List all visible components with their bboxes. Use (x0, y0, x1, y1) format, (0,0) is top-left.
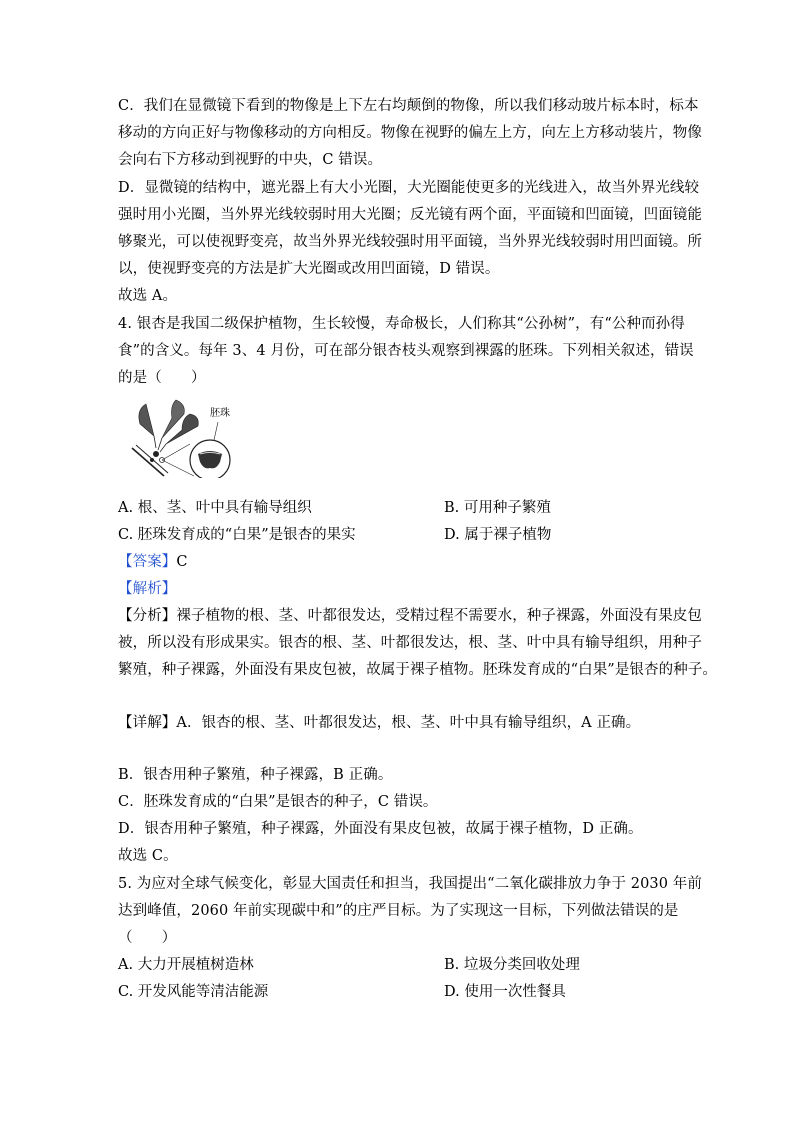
previous-conclusion: 故选 A。 (118, 288, 178, 304)
q4-option-c: C. 胚珠发育成的“白果”是银杏的果实 (118, 527, 356, 543)
q4-stem-line-1: 4. 银杏是我国二级保护植物，生长较慢，寿命极长，人们称其“公孙树”，有“公种而孙得 (118, 316, 685, 332)
q5-stem-line-2: 达到峰值，2060 年前实现碳中和”的庄严目标。为了实现这一目标，下列做法错误的是 (118, 903, 679, 919)
detail-line-b: B．银杏用种子繁殖，种子裸露，B 正确。 (118, 767, 393, 783)
ovule-label: 胚珠 (210, 408, 230, 419)
analysis-line-3: 繁殖，种子裸露，外面没有果皮包被，故属于裸子植物。胚珠发育成的“白果”是银杏的种子。 (118, 662, 718, 678)
option-c-explanation-line-3: 会向右下方移动到视野的中央，C 错误。 (118, 152, 383, 168)
q5-option-b: B. 垃圾分类回收处理 (444, 957, 580, 973)
q4-option-a: A. 根、茎、叶中具有输导组织 (118, 500, 312, 516)
q5-option-d: D. 使用一次性餐具 (444, 984, 566, 1000)
answer-value: C (176, 554, 188, 570)
detail-a-text: A．银杏的根、茎、叶都很发达，根、茎、叶中具有输导组织，A 正确。 (176, 715, 641, 731)
option-c-explanation-line-2: 移动的方向正好与物像移动的方向相反。物像在视野的偏左上方，向左上方移动装片，物像 (118, 125, 702, 141)
q4-option-d: D. 属于裸子植物 (444, 527, 552, 543)
q5-option-a: A. 大力开展植树造林 (118, 957, 254, 973)
answer-tag: 【答案】 (118, 554, 177, 570)
option-c-explanation-line-1: C．我们在显微镜下看到的物像是上下左右均颠倒的物像，所以我们移动玻片标本时，标本 (118, 98, 699, 114)
ginkgo-leaf-3 (166, 414, 198, 444)
detail-line-c: C．胚珠发育成的“白果”是银杏的种子，C 错误。 (118, 794, 438, 810)
q4-answer (118, 552, 188, 572)
option-d-explanation-line-4: 以，使视野变亮的方法是扩大光圈或改用凹面镜，D 错误。 (118, 261, 500, 277)
analysis-line-1 (118, 606, 702, 626)
detail-line-d: D．银杏用种子繁殖，种子裸露，外面没有果皮包被，故属于裸子植物，D 正确。 (118, 821, 643, 837)
q5-stem-line-3: （ ） (118, 930, 177, 946)
option-d-explanation-line-3: 够聚光，可以使视野变亮，故当外界光线较强时用平面镜，当外界光线较弱时用凹面镜。所 (118, 234, 702, 250)
ovule-cluster (153, 451, 159, 457)
detail-line-a (118, 713, 640, 733)
q4-stem-line-3: 的是（ ） (118, 370, 206, 386)
analysis-head: 【分析】 (118, 608, 177, 624)
q5-option-c: C. 开发风能等清洁能源 (118, 984, 269, 1000)
branch-line (132, 448, 164, 476)
analysis-line-2: 被，所以没有形成果实。银杏的根、茎、叶都很发达，根、茎、叶中具有输导组织，用种子 (118, 635, 702, 651)
analysis-text-1: 裸子植物的根、茎、叶都很发达，受精过程不需要水，种子裸露，外面没有果皮包 (176, 608, 703, 624)
ginkgo-leaf-1 (139, 404, 154, 436)
q5-stem-line-1: 5. 为应对全球气候变化，彰显大国责任和担当，我国提出“二氧化碳排放力争于 2030 年前 (118, 876, 702, 892)
q4-stem-line-2: 食”的含义。每年 3、4 月份，可在部分银杏枝头观察到裸露的胚珠。下列相关叙述，错误 (118, 343, 694, 359)
option-d-explanation-line-1: D．显微镜的结构中，遮光器上有大小光圈，大光圈能使更多的光线进入，故当外界光线较 (118, 180, 700, 196)
option-d-explanation-line-2: 强时用小光圈，当外界光线较弱时用大光圈；反光镜有两个面，平面镜和凹面镜，凹面镜能 (118, 207, 702, 223)
q4-option-b: B. 可用种子繁殖 (444, 500, 551, 516)
detail-head: 【详解】 (118, 715, 177, 731)
ginkgo-ovule-figure (126, 396, 244, 478)
analysis-tag: 【解析】 (118, 581, 177, 597)
q4-conclusion: 故选 C。 (118, 848, 178, 864)
